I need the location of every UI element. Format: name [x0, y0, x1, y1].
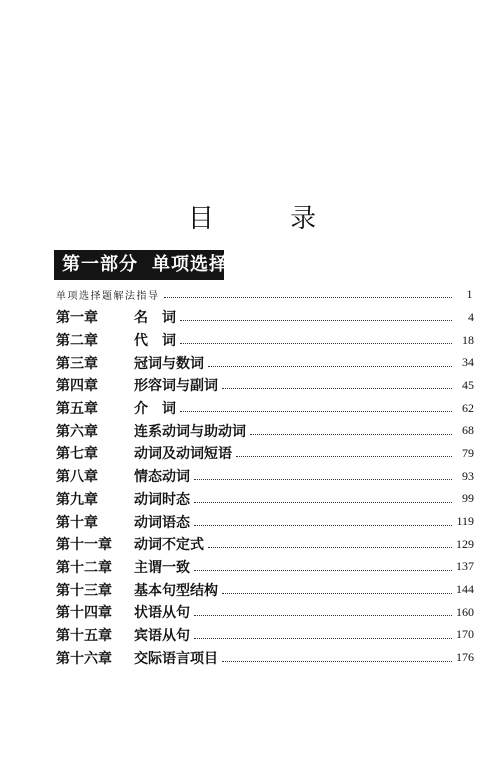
toc-entry[interactable]: [56, 488, 474, 511]
chapter-number: 第二章: [56, 333, 98, 350]
page-number: 137: [456, 559, 474, 574]
page-number: 176: [456, 650, 474, 665]
chapter-title: 动词不定式: [134, 537, 204, 554]
page-number: 119: [456, 514, 474, 529]
dot-leader: [164, 296, 453, 298]
page-number: 93: [462, 468, 474, 483]
chapter-title: 情态动词: [134, 469, 190, 486]
chapter-number: 第十五章: [56, 627, 112, 644]
chapter-number: 第九章: [56, 491, 98, 508]
toc-entry[interactable]: [56, 329, 474, 352]
chapter-number: 第五章: [56, 401, 98, 418]
toc-entry[interactable]: [56, 306, 474, 329]
page-number: 62: [462, 400, 474, 415]
toc-entry[interactable]: [56, 374, 474, 397]
dot-leader: [194, 614, 452, 616]
dot-leader: [222, 387, 452, 389]
page-title: 目 录: [187, 204, 351, 234]
dot-leader: [194, 569, 452, 571]
chapter-number: 第七章: [56, 446, 98, 463]
chapter-title: 冠词与数词: [134, 355, 204, 372]
part-name: 单项选择: [152, 254, 228, 275]
page-number: 34: [462, 355, 474, 370]
chapter-number: 第十六章: [56, 650, 112, 667]
toc-entry[interactable]: [56, 351, 474, 374]
chapter-number: 第八章: [56, 469, 98, 486]
chapter-number: 第十一章: [56, 537, 112, 554]
chapter-number: 第十四章: [56, 605, 112, 622]
dot-leader: [250, 433, 452, 435]
guide-title: 单项选择题解法指导: [56, 290, 160, 302]
page-number: 68: [462, 423, 474, 438]
part-banner: [54, 250, 228, 280]
toc-entry[interactable]: [56, 624, 474, 647]
chapter-title: 状语从句: [134, 605, 190, 622]
chapter-number: 第十二章: [56, 559, 112, 576]
page-number: 160: [456, 604, 474, 619]
part-label: 第一部分: [62, 254, 138, 275]
dot-leader: [194, 478, 452, 480]
dot-leader: [180, 342, 452, 344]
chapter-number: 第四章: [56, 378, 98, 395]
dot-leader: [222, 592, 452, 594]
chapter-title: 形容词与副词: [134, 378, 218, 395]
guide-page-number: 1: [466, 286, 474, 301]
chapter-title: 主谓一致: [134, 559, 190, 576]
dot-leader: [180, 319, 452, 321]
chapter-title: 代 词: [134, 333, 176, 350]
chapter-title: 宾语从句: [134, 627, 190, 644]
chapter-number: 第十章: [56, 514, 98, 531]
toc-entry[interactable]: [56, 533, 474, 556]
dot-leader: [222, 660, 452, 662]
chapter-title: 交际语言项目: [134, 650, 218, 667]
page-number: 4: [468, 309, 474, 324]
dot-leader: [208, 365, 452, 367]
dot-leader: [194, 524, 452, 526]
chapter-title: 连系动词与助动词: [134, 423, 246, 440]
toc-entry[interactable]: [56, 646, 474, 669]
table-of-contents: [56, 306, 474, 669]
page-number: 45: [462, 377, 474, 392]
page-number: 79: [462, 445, 474, 460]
toc-entry[interactable]: [56, 442, 474, 465]
toc-entry[interactable]: [56, 510, 474, 533]
toc-entry[interactable]: [56, 465, 474, 488]
chapter-title: 名 词: [134, 310, 176, 327]
toc-entry[interactable]: [56, 419, 474, 442]
toc-entry[interactable]: [56, 601, 474, 624]
dot-leader: [194, 637, 452, 639]
page-number: 99: [462, 491, 474, 506]
chapter-title: 动词时态: [134, 491, 190, 508]
chapter-title: 动词语态: [134, 514, 190, 531]
chapter-number: 第十三章: [56, 582, 112, 599]
toc-guide-entry[interactable]: [56, 285, 474, 303]
page-number: 144: [456, 582, 474, 597]
dot-leader: [236, 455, 452, 457]
dot-leader: [180, 410, 452, 412]
toc-entry[interactable]: [56, 578, 474, 601]
toc-entry[interactable]: [56, 556, 474, 579]
chapter-number: 第六章: [56, 423, 98, 440]
chapter-number: 第一章: [56, 310, 98, 327]
chapter-title: 基本句型结构: [134, 582, 218, 599]
chapter-number: 第三章: [56, 355, 98, 372]
chapter-title: 介 词: [134, 401, 176, 418]
dot-leader: [194, 501, 452, 503]
page-number: 18: [462, 332, 474, 347]
chapter-title: 动词及动词短语: [134, 446, 232, 463]
toc-entry[interactable]: [56, 397, 474, 420]
dot-leader: [208, 546, 452, 548]
page-number: 129: [456, 536, 474, 551]
page-number: 170: [456, 627, 474, 642]
